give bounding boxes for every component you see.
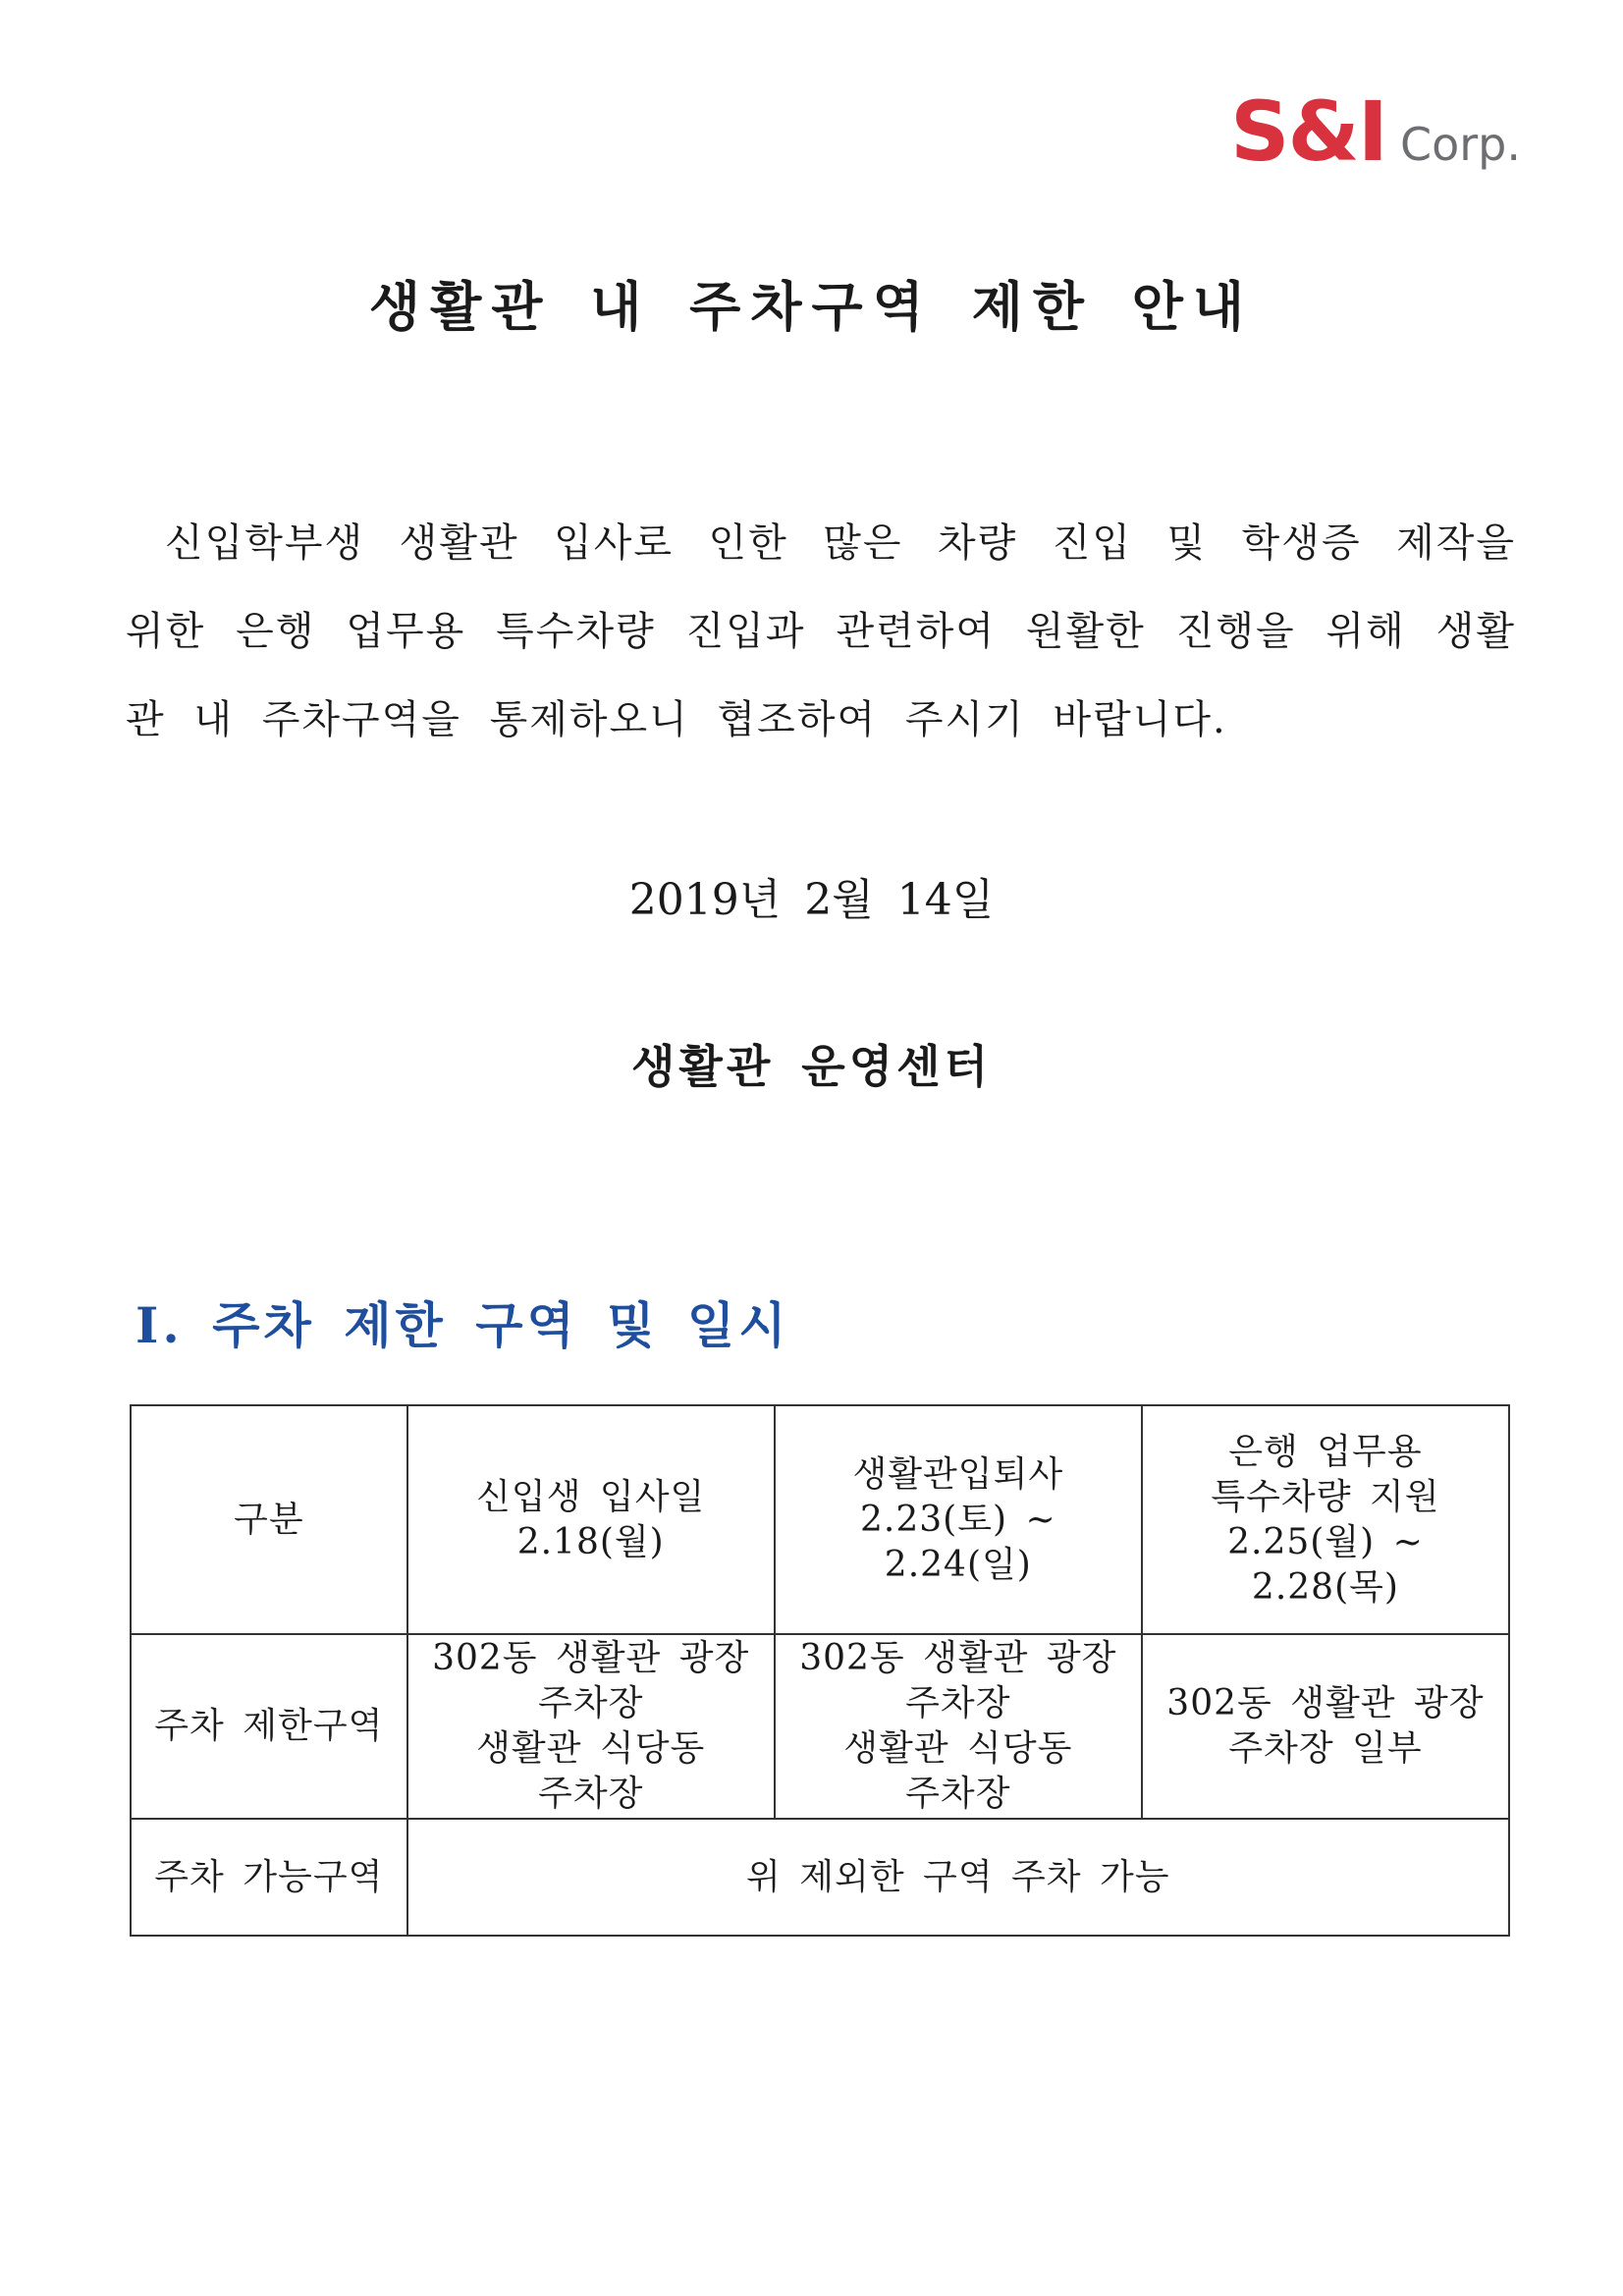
table-row-available — [131, 1819, 1509, 1936]
logo-mark: S&I — [1229, 83, 1386, 180]
restricted-dorm-move-in-out: 302동 생활관 광장 주차장 생활관 식당동 주차장 — [775, 1634, 1142, 1819]
header-dorm-move-in-out: 생활관입퇴사 2.23(토) ~ 2.24(일) — [775, 1405, 1142, 1634]
table-row-header — [131, 1405, 1509, 1634]
document-title: 생활관 내 주차구역 제한 안내 — [368, 275, 1255, 338]
row-label-restricted: 주차 제한구역 — [131, 1634, 407, 1819]
notice-date: 2019년 2월 14일 — [628, 875, 995, 925]
row-label-available: 주차 가능구역 — [131, 1819, 407, 1936]
issuing-organization: 생활관 운영센터 — [630, 1040, 993, 1093]
restricted-freshman-move-in: 302동 생활관 광장 주차장 생활관 식당동 주차장 — [407, 1634, 775, 1819]
available-area-value: 위 제외한 구역 주차 가능 — [407, 1819, 1509, 1936]
header-bank-vehicle-support: 은행 업무용 특수차량 지원 2.25(월) ~ 2.28(목) — [1142, 1405, 1509, 1634]
parking-restriction-table — [130, 1404, 1510, 1937]
notice-body: 신입학부생 생활관 입사로 인한 많은 차량 진입 및 학생증 제작을 위한 은행 업무용 특수차량 진입과 관련하여 원활한 진행을 위해 생활관 내 주차구역을 통제하오니 협조하여 주시기 바랍니다. — [126, 520, 1516, 742]
company-logo — [1229, 83, 1521, 180]
table-row-restricted — [131, 1634, 1509, 1819]
logo-text: Corp. — [1400, 118, 1521, 171]
section-heading: I. 주차 제한 구역 및 일시 — [135, 1296, 790, 1354]
restricted-bank-vehicle-support: 302동 생활관 광장 주차장 일부 — [1142, 1634, 1509, 1819]
row-label-category: 구분 — [131, 1405, 407, 1634]
header-freshman-move-in: 신입생 입사일 2.18(월) — [407, 1405, 775, 1634]
